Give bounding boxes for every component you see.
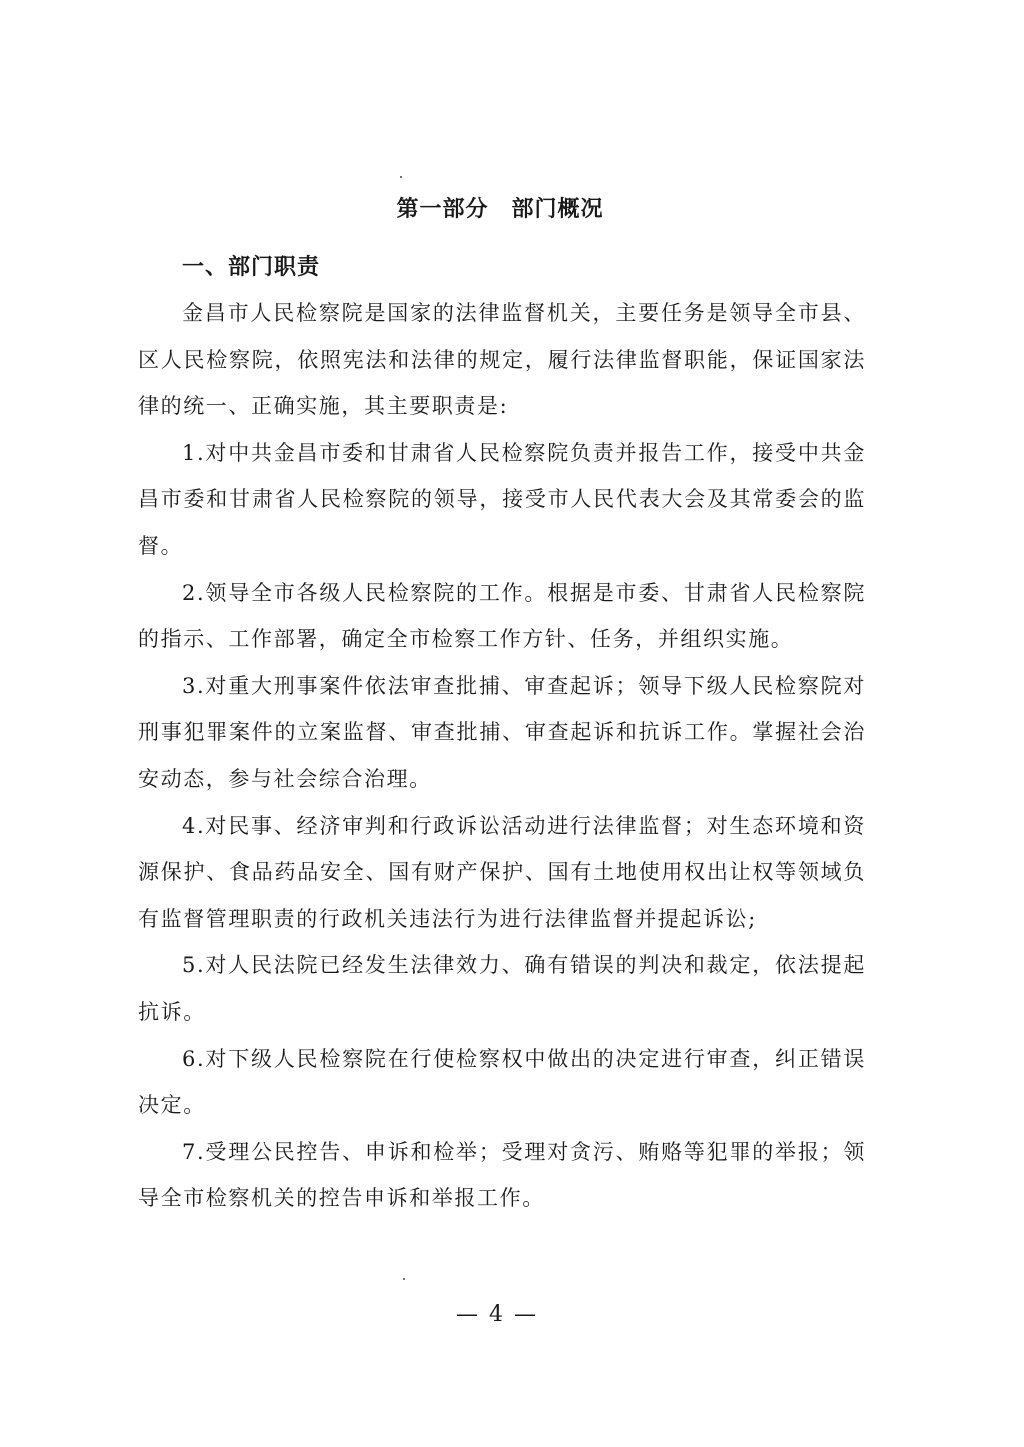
- duty-item-1: 1.对中共金昌市委和甘肃省人民检察院负责并报告工作，接受中共金昌市委和甘肃省人民检察院的领导，接受市人民代表大会及其常委会的监督。: [138, 440, 866, 558]
- intro-paragraph: 金昌市人民检察院是国家的法律监督机关，主要任务是领导全市县、区人民检察院，依照宪法和法律的规定，履行法律监督职能，保证国家法律的统一、正确实施，其主要职责是:: [138, 301, 866, 419]
- duty-item-6: 6.对下级人民检察院在行使检察权中做出的决定进行审查，纠正错误决定。: [138, 1046, 866, 1118]
- duty-item-2: 2.领导全市各级人民检察院的工作。根据是市委、甘肃省人民检察院的指示、工作部署，确定全市检察工作方针、任务，并组织实施。: [138, 580, 866, 652]
- part-title: 第一部分 部门概况: [396, 197, 604, 222]
- duty-item-7: 7.受理公民控告、申诉和检举；受理对贪污、贿赂等犯罪的举报；领导全市检察机关的控告申诉和举报工作。: [138, 1139, 866, 1211]
- duty-item-3: 3.对重大刑事案件依法审查批捕、审查起诉；领导下级人民检察院对刑事犯罪案件的立案监督、审查批捕、审查起诉和抗诉工作。掌握社会治安动态，参与社会综合治理。: [138, 673, 866, 791]
- page-number: — 4 —: [456, 1302, 538, 1327]
- duty-item-4: 4.对民事、经济审判和行政诉讼活动进行法律监督；对生态环境和资源保护、食品药品安全、国有财产保护、国有土地使用权出让权等领域负有监督管理职责的行政机关违法行为进行法律监督并提起诉讼;: [138, 813, 866, 931]
- document-body: [138, 290, 866, 1222]
- scan-speck: [403, 1278, 405, 1280]
- duty-item-5: 5.对人民法院已经发生法律效力、确有错误的判决和裁定，依法提起抗诉。: [138, 953, 866, 1024]
- scan-speck: [400, 176, 402, 178]
- section-heading: 一、部门职责: [182, 255, 321, 280]
